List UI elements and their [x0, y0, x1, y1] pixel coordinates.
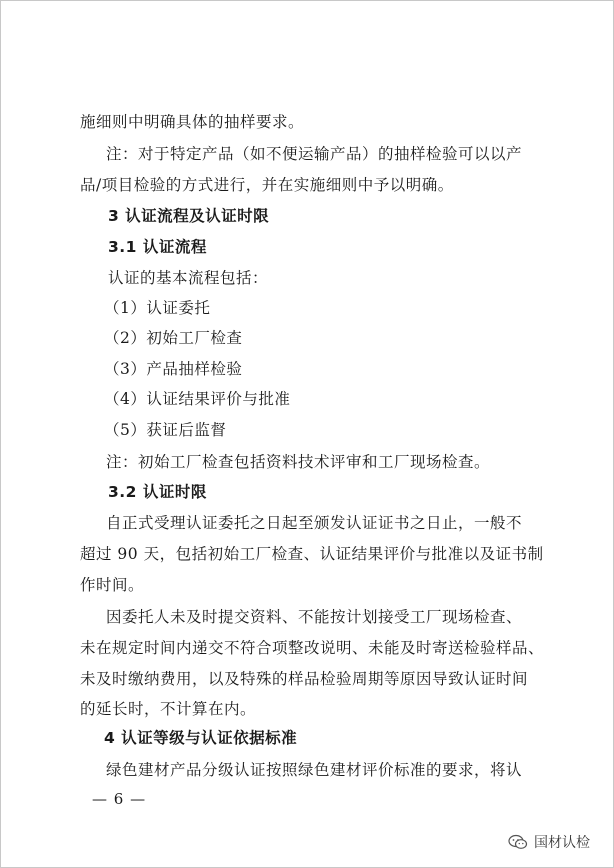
watermark-text: 国材认检 — [534, 835, 590, 851]
text-line-20: 的延长时，不计算在内。 — [80, 700, 257, 718]
list-item-1: （1）认证委托 — [104, 299, 211, 317]
text-line-17: 因委托人未及时提交资料、不能按计划接受工厂现场检查、 — [106, 608, 523, 626]
subsection-heading-3-1: 3.1 认证流程 — [108, 238, 207, 256]
text-line-19: 未及时缴纳费用，以及特殊的样品检验周期等原因导致认证时间 — [80, 670, 529, 688]
wechat-icon — [508, 834, 528, 850]
text-line-18: 未在规定时间内递交不符合项整改说明、未能及时寄送检验样品、 — [80, 639, 545, 657]
text-line-15: 超过 90 天，包括初始工厂检查、认证结果评价与批准以及证书制 — [80, 545, 544, 563]
text-line-3: 品/项目检验的方式进行，并在实施细则中予以明确。 — [80, 176, 454, 194]
list-item-2: （2）初始工厂检查 — [104, 329, 243, 347]
list-item-4: （4）认证结果评价与批准 — [104, 390, 291, 408]
page-number: — 6 — — [92, 790, 147, 808]
list-item-5: （5）获证后监督 — [104, 421, 227, 439]
note-line-1: 注：对于特定产品（如不便运输产品）的抽样检验可以以产 — [106, 145, 523, 163]
text-line-1: 施细则中明确具体的抽样要求。 — [80, 113, 305, 131]
section-heading-3: 3 认证流程及认证时限 — [108, 207, 270, 225]
watermark — [508, 832, 590, 852]
list-item-3: （3）产品抽样检验 — [104, 360, 243, 378]
text-line-6: 认证的基本流程包括： — [108, 269, 269, 287]
section-heading-4: 4 认证等级与认证依据标准 — [104, 729, 298, 747]
text-line-14: 自正式受理认证委托之日起至颁发认证证书之日止，一般不 — [106, 514, 523, 532]
subsection-heading-3-2: 3.2 认证时限 — [108, 483, 207, 501]
text-line-22: 绿色建材产品分级认证按照绿色建材评价标准的要求，将认 — [106, 761, 523, 779]
note-line-2: 注：初始工厂检查包括资料技术评审和工厂现场检查。 — [106, 453, 491, 471]
text-line-16: 作时间。 — [80, 576, 145, 594]
